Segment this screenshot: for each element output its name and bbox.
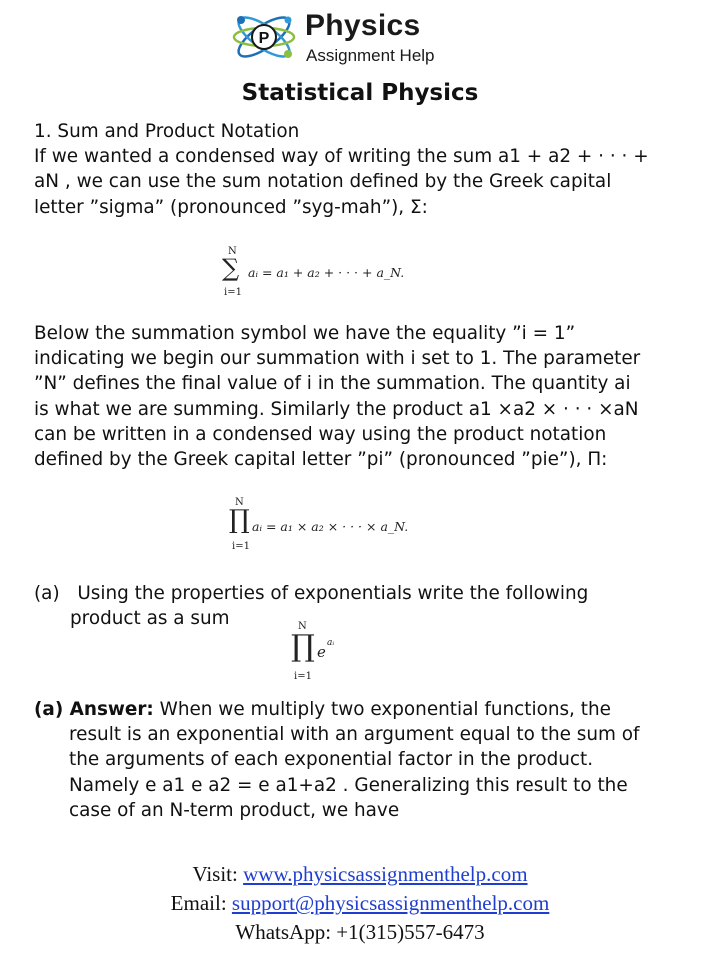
- question-pi-symbol: ∏: [291, 629, 315, 664]
- explanation-line: is what we are summing. Similarly the product a1 ×a2 × · · · ×aN: [34, 398, 639, 420]
- intro-line: letter ”sigma” (pronounced ”syg-mah”), Σ:: [34, 196, 428, 218]
- answer-line: result is an exponential with an argument equal to the sum of: [69, 724, 640, 746]
- answer-paragraph: [34, 697, 694, 823]
- question-upper-limit: N: [298, 621, 307, 632]
- answer-label: (a) Answer:: [34, 699, 154, 720]
- explanation-line: ”N” defines the final value of i in the summation. The quantity ai: [34, 373, 631, 395]
- question-text: Using the properties of exponentials write the following: [77, 583, 589, 604]
- intro-paragraph: [34, 119, 694, 220]
- answer-first-line: When we multiply two exponential functions, the: [159, 699, 611, 720]
- logo-title: Physics: [305, 9, 421, 42]
- sum-expression: aᵢ = a₁ + a₂ + · · · + a_N.: [248, 265, 405, 280]
- footer-email: [0, 891, 720, 916]
- logo-badge-letter: P: [258, 30, 270, 47]
- question-exponent: aᵢ: [327, 638, 335, 648]
- product-formula: [230, 497, 490, 557]
- intro-line: aN , we can use the sum notation defined by the Greek capital: [34, 171, 612, 193]
- email-label: Email:: [170, 891, 227, 915]
- explanation-line: defined by the Greek capital letter ”pi” (pronounced ”pie”), Π:: [34, 448, 608, 470]
- sigma-symbol: ∑: [222, 254, 240, 282]
- explanation-paragraph: [34, 321, 694, 472]
- product-upper-limit: N: [235, 497, 244, 508]
- question-text-line2: product as a sum: [70, 608, 230, 630]
- explanation-line: indicating we begin our summation with i set to 1. The parameter: [34, 348, 641, 370]
- intro-line: If we wanted a condensed way of writing the sum a1 + a2 + · · · +: [34, 146, 649, 168]
- pi-symbol: ∏: [229, 505, 250, 535]
- explanation-line: can be written in a condensed way using the product notation: [34, 423, 607, 445]
- question-lower-limit: i=1: [294, 671, 312, 682]
- logo-subtitle: Assignment Help: [306, 46, 435, 65]
- logo-atom-icon: [228, 8, 300, 66]
- document-title: Statistical Physics: [241, 80, 479, 106]
- answer-line: the arguments of each exponential factor in the product.: [69, 749, 594, 771]
- question-product-formula: [290, 619, 370, 685]
- question-label: (a): [34, 583, 60, 604]
- visit-label: Visit:: [192, 862, 238, 886]
- footer-whatsapp: WhatsApp: +1(315)557-6473: [235, 920, 485, 944]
- explanation-line: Below the summation symbol we have the equality ”i = 1”: [34, 323, 576, 344]
- section-heading: 1. Sum and Product Notation: [34, 121, 300, 142]
- product-lower-limit: i=1: [232, 541, 250, 552]
- email-link[interactable]: support@physicsassignmenthelp.com: [231, 891, 550, 915]
- question-base: e: [317, 643, 326, 661]
- product-expression: aᵢ = a₁ × a₂ × · · · × a_N.: [252, 519, 409, 534]
- sum-formula: [222, 246, 482, 298]
- answer-line: case of an N-term product, we have: [69, 799, 400, 821]
- footer-visit: [0, 862, 720, 887]
- answer-line: Namely e a1 e a2 = e a1+a2 . Generalizing this result to the: [69, 774, 628, 796]
- sum-lower-limit: i=1: [224, 287, 242, 298]
- sum-upper-limit: N: [228, 246, 237, 257]
- website-link[interactable]: www.physicsassignmenthelp.com: [243, 862, 528, 886]
